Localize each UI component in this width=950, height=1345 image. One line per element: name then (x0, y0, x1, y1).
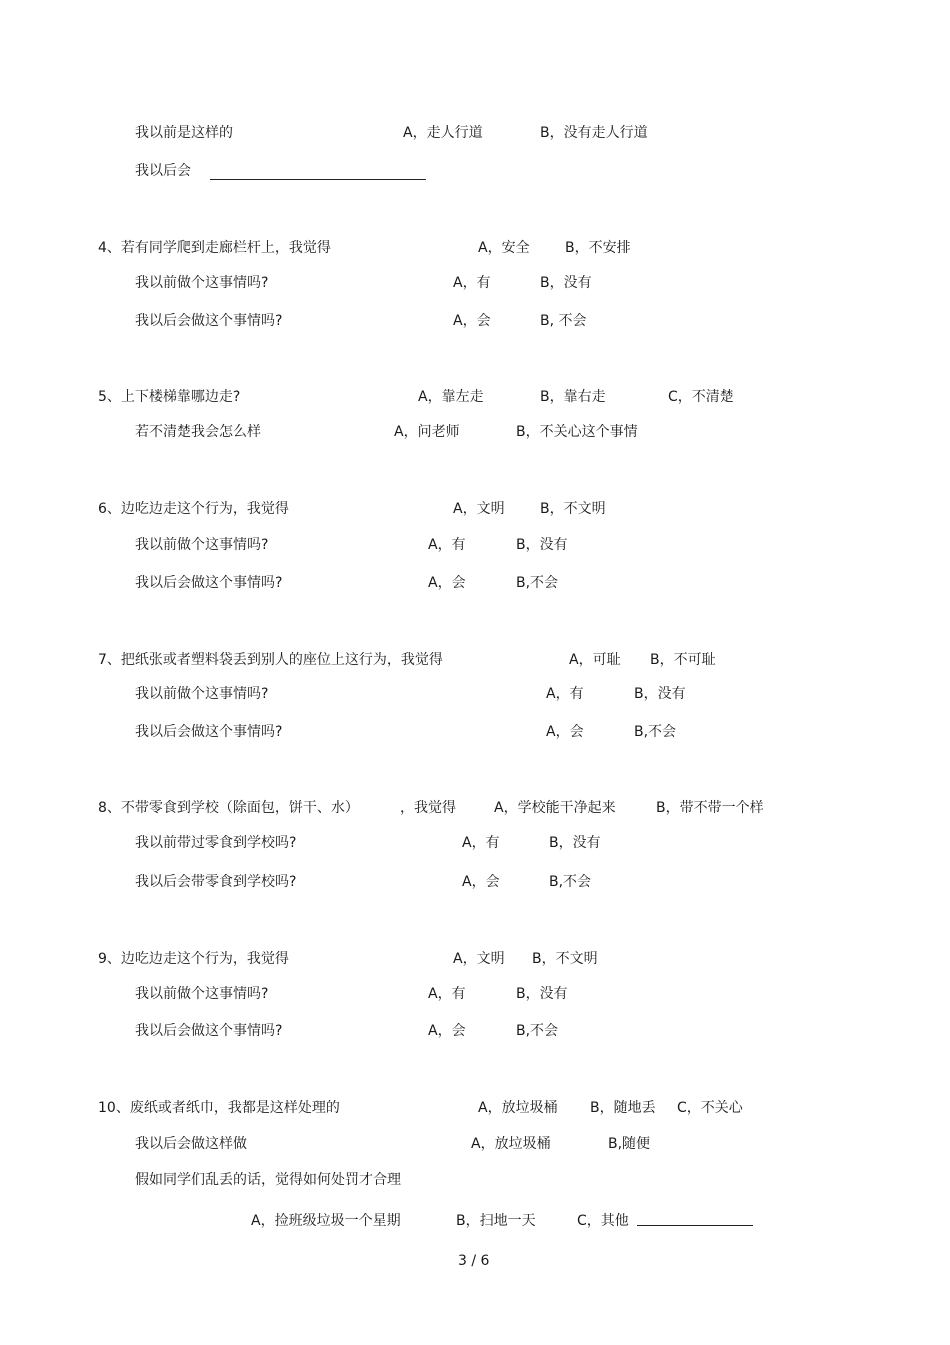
q7-after-option-a: A，会 (546, 724, 584, 740)
q9-after-option-b: B,不会 (516, 1023, 559, 1039)
q6-option-a: A，文明 (453, 501, 505, 517)
q10-after-question: 我以后会做这样做 (135, 1136, 247, 1152)
q6-after-option-b: B,不会 (516, 575, 559, 591)
q8-before-question: 我以前带过零食到学校吗? (135, 835, 297, 851)
q5-sub-option-a: A，问老师 (394, 424, 460, 440)
q3-after-question: 我以后会 (135, 163, 191, 179)
q10-punish-option-c: C，其他 (577, 1213, 629, 1229)
q8-before-option-a: A，有 (462, 835, 500, 851)
q3-after-blank-line (210, 179, 426, 180)
q9-before-question: 我以前做个这事情吗? (135, 986, 269, 1002)
q10-punish-question: 假如同学们乱丢的话，觉得如何处罚才合理 (135, 1172, 401, 1188)
q8-question-suffix: ，我觉得 (400, 800, 456, 816)
q4-before-option-b: B，没有 (540, 275, 592, 291)
q4-after-option-a: A，会 (453, 313, 491, 329)
q10-option-a: A，放垃圾桶 (478, 1100, 558, 1116)
q10-punish-option-b: B，扫地一天 (456, 1213, 536, 1229)
q4-after-option-b: B, 不会 (540, 313, 587, 329)
page-number: 3 / 6 (458, 1253, 490, 1269)
q5-option-c: C，不清楚 (668, 389, 734, 405)
q5-sub-option-b: B，不关心这个事情 (516, 424, 638, 440)
q4-option-a: A，安全 (478, 240, 530, 256)
q6-after-option-a: A，会 (428, 575, 466, 591)
q8-option-a: A，学校能干净起来 (494, 800, 616, 816)
q9-before-option-b: B，没有 (516, 986, 568, 1002)
q10-after-option-a: A，放垃圾桶 (471, 1136, 551, 1152)
q4-after-question: 我以后会做这个事情吗? (135, 313, 283, 329)
q3-before-question: 我以前是这样的 (135, 125, 233, 141)
q6-before-option-b: B，没有 (516, 537, 568, 553)
q4-option-b: B，不安排 (565, 240, 631, 256)
q7-option-a: A，可耻 (569, 652, 621, 668)
q6-after-question: 我以后会做这个事情吗? (135, 575, 283, 591)
q6-before-option-a: A，有 (428, 537, 466, 553)
q5-question: 5、上下楼梯靠哪边走? (98, 389, 241, 405)
q9-question: 9、边吃边走这个行为，我觉得 (98, 951, 289, 967)
q9-option-b: B，不文明 (532, 951, 598, 967)
q8-after-option-b: B,不会 (549, 874, 592, 890)
q10-punish-option-a: A，捡班级垃圾一个星期 (251, 1213, 401, 1229)
q8-question: 8、不带零食到学校（除面包，饼干、水） (98, 800, 359, 816)
q7-option-b: B，不可耻 (650, 652, 716, 668)
q10-option-b: B，随地丢 (590, 1100, 656, 1116)
q5-sub-question: 若不清楚我会怎么样 (135, 424, 261, 440)
q10-question: 10、废纸或者纸巾，我都是这样处理的 (98, 1100, 340, 1116)
q6-before-question: 我以前做个这事情吗? (135, 537, 269, 553)
q7-before-question: 我以前做个这事情吗? (135, 686, 269, 702)
q7-before-option-b: B，没有 (634, 686, 686, 702)
q8-after-option-a: A，会 (462, 874, 500, 890)
q9-option-a: A，文明 (453, 951, 505, 967)
q9-before-option-a: A，有 (428, 986, 466, 1002)
q6-question: 6、边吃边走这个行为，我觉得 (98, 501, 289, 517)
q4-before-option-a: A，有 (453, 275, 491, 291)
q5-option-b: B，靠右走 (540, 389, 606, 405)
q8-option-b: B，带不带一个样 (656, 800, 764, 816)
q3-before-option-b: B，没有走人行道 (540, 125, 648, 141)
q6-option-b: B，不文明 (540, 501, 606, 517)
q4-before-question: 我以前做个这事情吗? (135, 275, 269, 291)
q7-question: 7、把纸张或者塑料袋丢到别人的座位上这行为，我觉得 (98, 652, 443, 668)
q8-before-option-b: B，没有 (549, 835, 601, 851)
q9-after-option-a: A，会 (428, 1023, 466, 1039)
q8-after-question: 我以后会带零食到学校吗? (135, 874, 297, 890)
q3-before-option-a: A，走人行道 (403, 125, 483, 141)
q10-after-option-b: B,随便 (608, 1136, 651, 1152)
q7-after-option-b: B,不会 (634, 724, 677, 740)
q10-punish-other-blank-line (637, 1225, 753, 1226)
q4-question: 4、若有同学爬到走廊栏杆上，我觉得 (98, 240, 331, 256)
q5-option-a: A，靠左走 (418, 389, 484, 405)
q10-option-c: C，不关心 (677, 1100, 743, 1116)
q7-before-option-a: A，有 (546, 686, 584, 702)
q9-after-question: 我以后会做这个事情吗? (135, 1023, 283, 1039)
q7-after-question: 我以后会做这个事情吗? (135, 724, 283, 740)
